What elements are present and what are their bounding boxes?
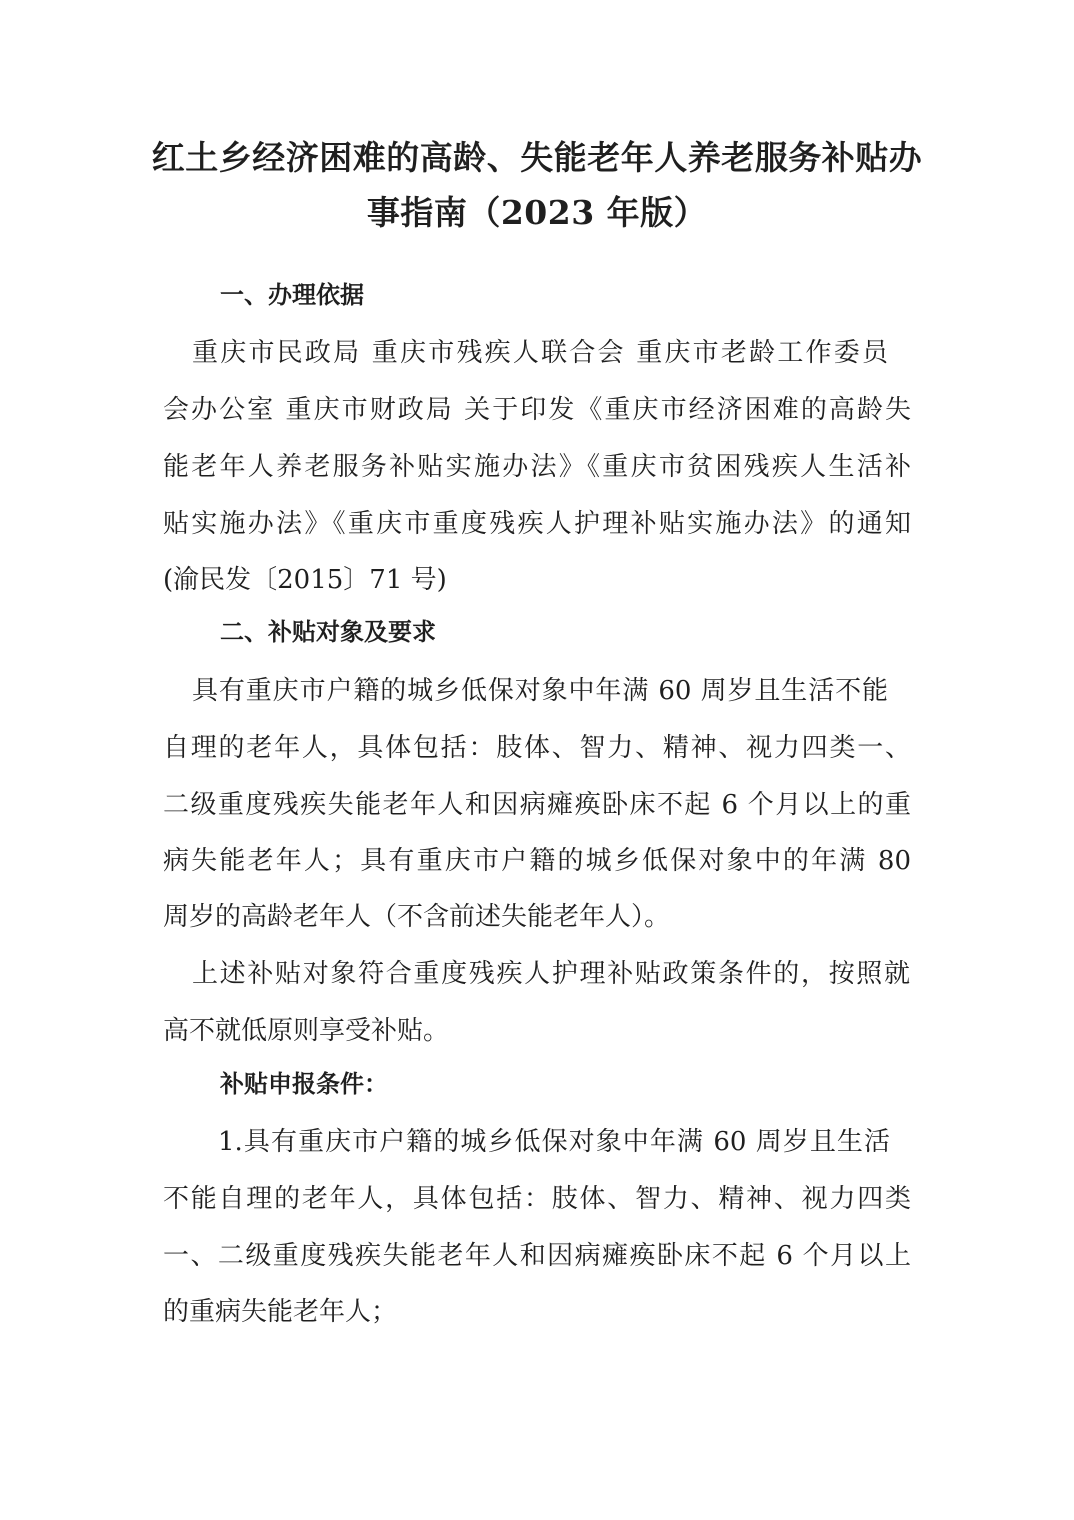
targets-paragraph-1-line-5: 周岁的高龄老年人（不含前述失能老年人）。	[163, 902, 671, 932]
section-heading-targets: 二、补贴对象及要求	[220, 618, 436, 646]
basis-line-5: (渝民发〔2015〕71 号)	[163, 565, 447, 595]
section-heading-basis: 一、办理依据	[220, 281, 364, 309]
basis-line-2: 会办公室 重庆市财政局 关于印发《重庆市经济困难的高龄失	[163, 395, 911, 425]
targets-paragraph-1-line-2: 自理的老年人，具体包括：肢体、智力、精神、视力四类一、	[163, 733, 911, 763]
document-title-line-2: 事指南（2023 年版）	[366, 193, 708, 232]
conditions-item-1-line-3: 一、二级重度残疾失能老年人和因病瘫痪卧床不起 6 个月以上	[163, 1241, 911, 1271]
targets-paragraph-1-line-3: 二级重度残疾失能老年人和因病瘫痪卧床不起 6 个月以上的重	[163, 790, 911, 820]
basis-line-1: 重庆市民政局 重庆市残疾人联合会 重庆市老龄工作委员	[192, 338, 888, 368]
targets-paragraph-1-line-4: 病失能老年人；具有重庆市户籍的城乡低保对象中的年满 80	[163, 846, 911, 876]
targets-paragraph-1-line-1: 具有重庆市户籍的城乡低保对象中年满 60 周岁且生活不能	[192, 676, 888, 706]
targets-paragraph-2-line-1: 上述补贴对象符合重度残疾人护理补贴政策条件的，按照就	[192, 959, 910, 989]
targets-paragraph-2-line-2: 高不就低原则享受补贴。	[163, 1016, 450, 1046]
basis-line-4: 贴实施办法》《重庆市重度残疾人护理补贴实施办法》的通知	[163, 509, 911, 539]
conditions-item-1-line-4: 的重病失能老年人；	[163, 1297, 398, 1327]
section-heading-conditions: 补贴申报条件：	[220, 1070, 388, 1098]
conditions-item-1-line-2: 不能自理的老年人，具体包括：肢体、智力、精神、视力四类	[163, 1184, 911, 1214]
document-title-line-1: 红土乡经济困难的高龄、失能老年人养老服务补贴办	[151, 138, 923, 177]
conditions-item-1-line-1: 1.具有重庆市户籍的城乡低保对象中年满 60 周岁且生活	[218, 1127, 890, 1157]
basis-line-3: 能老年人养老服务补贴实施办法》《重庆市贫困残疾人生活补	[163, 452, 911, 482]
